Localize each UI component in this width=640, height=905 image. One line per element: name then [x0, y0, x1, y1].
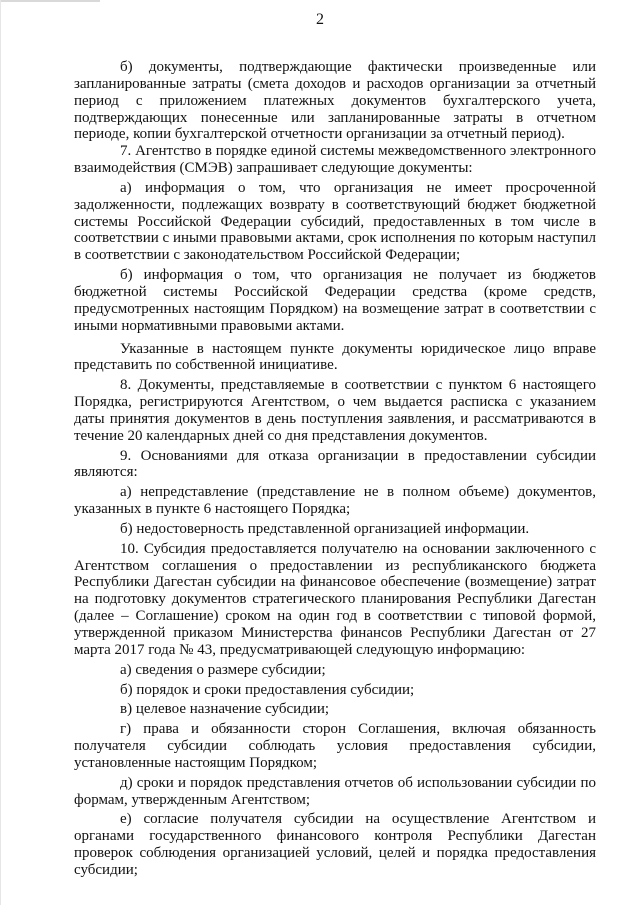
- scan-edge-top: [0, 0, 100, 2]
- paragraph-10g: г) права и обязанности сторон Соглашения, включая обязанность получателя субсидии соблюдать условия предоставления субсидии, установленные настоящим Порядком;: [74, 721, 596, 771]
- paragraph-6b: б) документы, подтверждающие фактически произведенные или запланированные затраты (смета доходов и расходов организации за отчетный период с приложением платежных документов бухгалтерского учета, подтверждающих понесенные или запланированные затраты в отчетном периоде, копии бухгалтерской отчетности организации за отчетный период).: [74, 59, 596, 143]
- paragraph-7a: а) информация о том, что организация не имеет просроченной задолженности, подлежащих возврату в соответствующий бюджет бюджетной системы Российской Федерации субсидий, предоставленных в том числе в соответствии с иными правовыми актами, срок исполнения по которым наступил в соответствии с законодательством Российской Федерации;: [74, 179, 596, 264]
- page-number: 2: [316, 11, 324, 28]
- paragraph-9b: б) недостоверность представленной организацией информации.: [120, 520, 530, 537]
- paragraph-9: 9. Основаниями для отказа организации в предоставлении субсидии являются:: [74, 447, 596, 481]
- paragraph-7-note: Указанные в настоящем пункте документы юридическое лицо вправе представить по собственной инициативе.: [74, 340, 596, 374]
- paragraph-10e: е) согласие получателя субсидии на осуществление Агентством и органами государственного финансового контроля Республики Дагестан проверок соблюдения организацией условий, целей и порядка предоставления субсидии;: [74, 811, 596, 878]
- document-body: [74, 59, 596, 879]
- paragraph-10d: д) сроки и порядок представления отчетов об использовании субсидии по формам, утвержденным Агентством;: [74, 774, 596, 808]
- paragraph-10a: а) сведения о размере субсидии;: [120, 661, 326, 678]
- scan-edge-left: [0, 0, 1, 905]
- paragraph-7b: б) информация о том, что организация не получает из бюджетов бюджетной системы Российской Федерации средства (кроме средств, предусмотренных настоящим Порядком) на возмещение затрат в соответствии с иными нормативными правовыми актами.: [74, 267, 596, 334]
- paragraph-9a: а) непредставление (представление не в полном объеме) документов, указанных в пункте 6 настоящего Порядка;: [74, 484, 596, 518]
- paragraph-10v: в) целевое назначение субсидии;: [120, 701, 330, 718]
- paragraph-10b: б) порядок и сроки предоставления субсидии;: [120, 681, 415, 698]
- paragraph-8: 8. Документы, представляемые в соответствии с пунктом 6 настоящего Порядка, регистрируются Агентством, о чем выдается расписка с указанием даты принятия документов в день поступления заявления, и рассматриваются в течение 20 календарных дней со дня представления документов.: [74, 377, 596, 444]
- paragraph-7: 7. Агентство в порядке единой системы межведомственного электронного взаимодействия (СМЭВ) запрашивает следующие документы:: [74, 143, 596, 177]
- paragraph-10: 10. Субсидия предоставляется получателю на основании заключенного с Агентством соглашения о предоставлении из республиканского бюджета Республики Дагестан субсидии на финансовое обеспечение (возмещение) затрат на подготовку документов стратегического планирования Республики Дагестан (далее – Соглашение) сроком на один год в соответствии с типовой формой, утвержденной приказом Министерства финансов Республики Дагестан от 27 марта 2017 года № 43, предусматривающей следующую информацию:: [74, 540, 596, 658]
